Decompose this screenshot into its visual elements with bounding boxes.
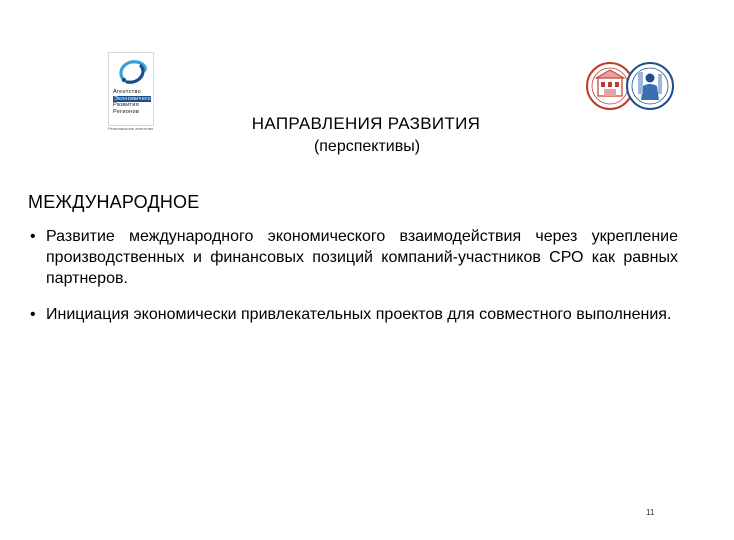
bullet-text: Инициация экономически привлекательных проектов для совместного выполнения. xyxy=(46,306,672,323)
section-heading: МЕЖДУНАРОДНОЕ xyxy=(28,192,200,212)
bullet-text: Развитие международного экономического взаимодействия через укрепление производственных и финансовых позиций компаний-участников СРО как равных партнеров. xyxy=(46,228,678,287)
blue-emblem-icon xyxy=(627,63,673,109)
bullet-item xyxy=(30,304,678,325)
bullet-marker: • xyxy=(30,228,36,245)
agency-logo-caption: Региональное агентство xyxy=(108,126,154,131)
page-subtitle: (перспективы) xyxy=(313,138,421,155)
logo-line-2: Экономического xyxy=(114,95,160,102)
agency-logo-text xyxy=(113,89,160,115)
page-title: НАПРАВЛЕНИЯ РАЗВИТИЯ xyxy=(251,114,481,133)
bullet-marker: • xyxy=(30,306,36,323)
bullet-item xyxy=(30,226,678,289)
logo-line-4: Регионов xyxy=(113,108,140,115)
swirl-icon xyxy=(115,57,149,87)
logo-line-1: Агентство xyxy=(113,89,141,95)
emblems-logo xyxy=(584,60,676,112)
logo-line-3: Развития xyxy=(113,102,139,108)
page-number: 11 xyxy=(646,508,655,517)
